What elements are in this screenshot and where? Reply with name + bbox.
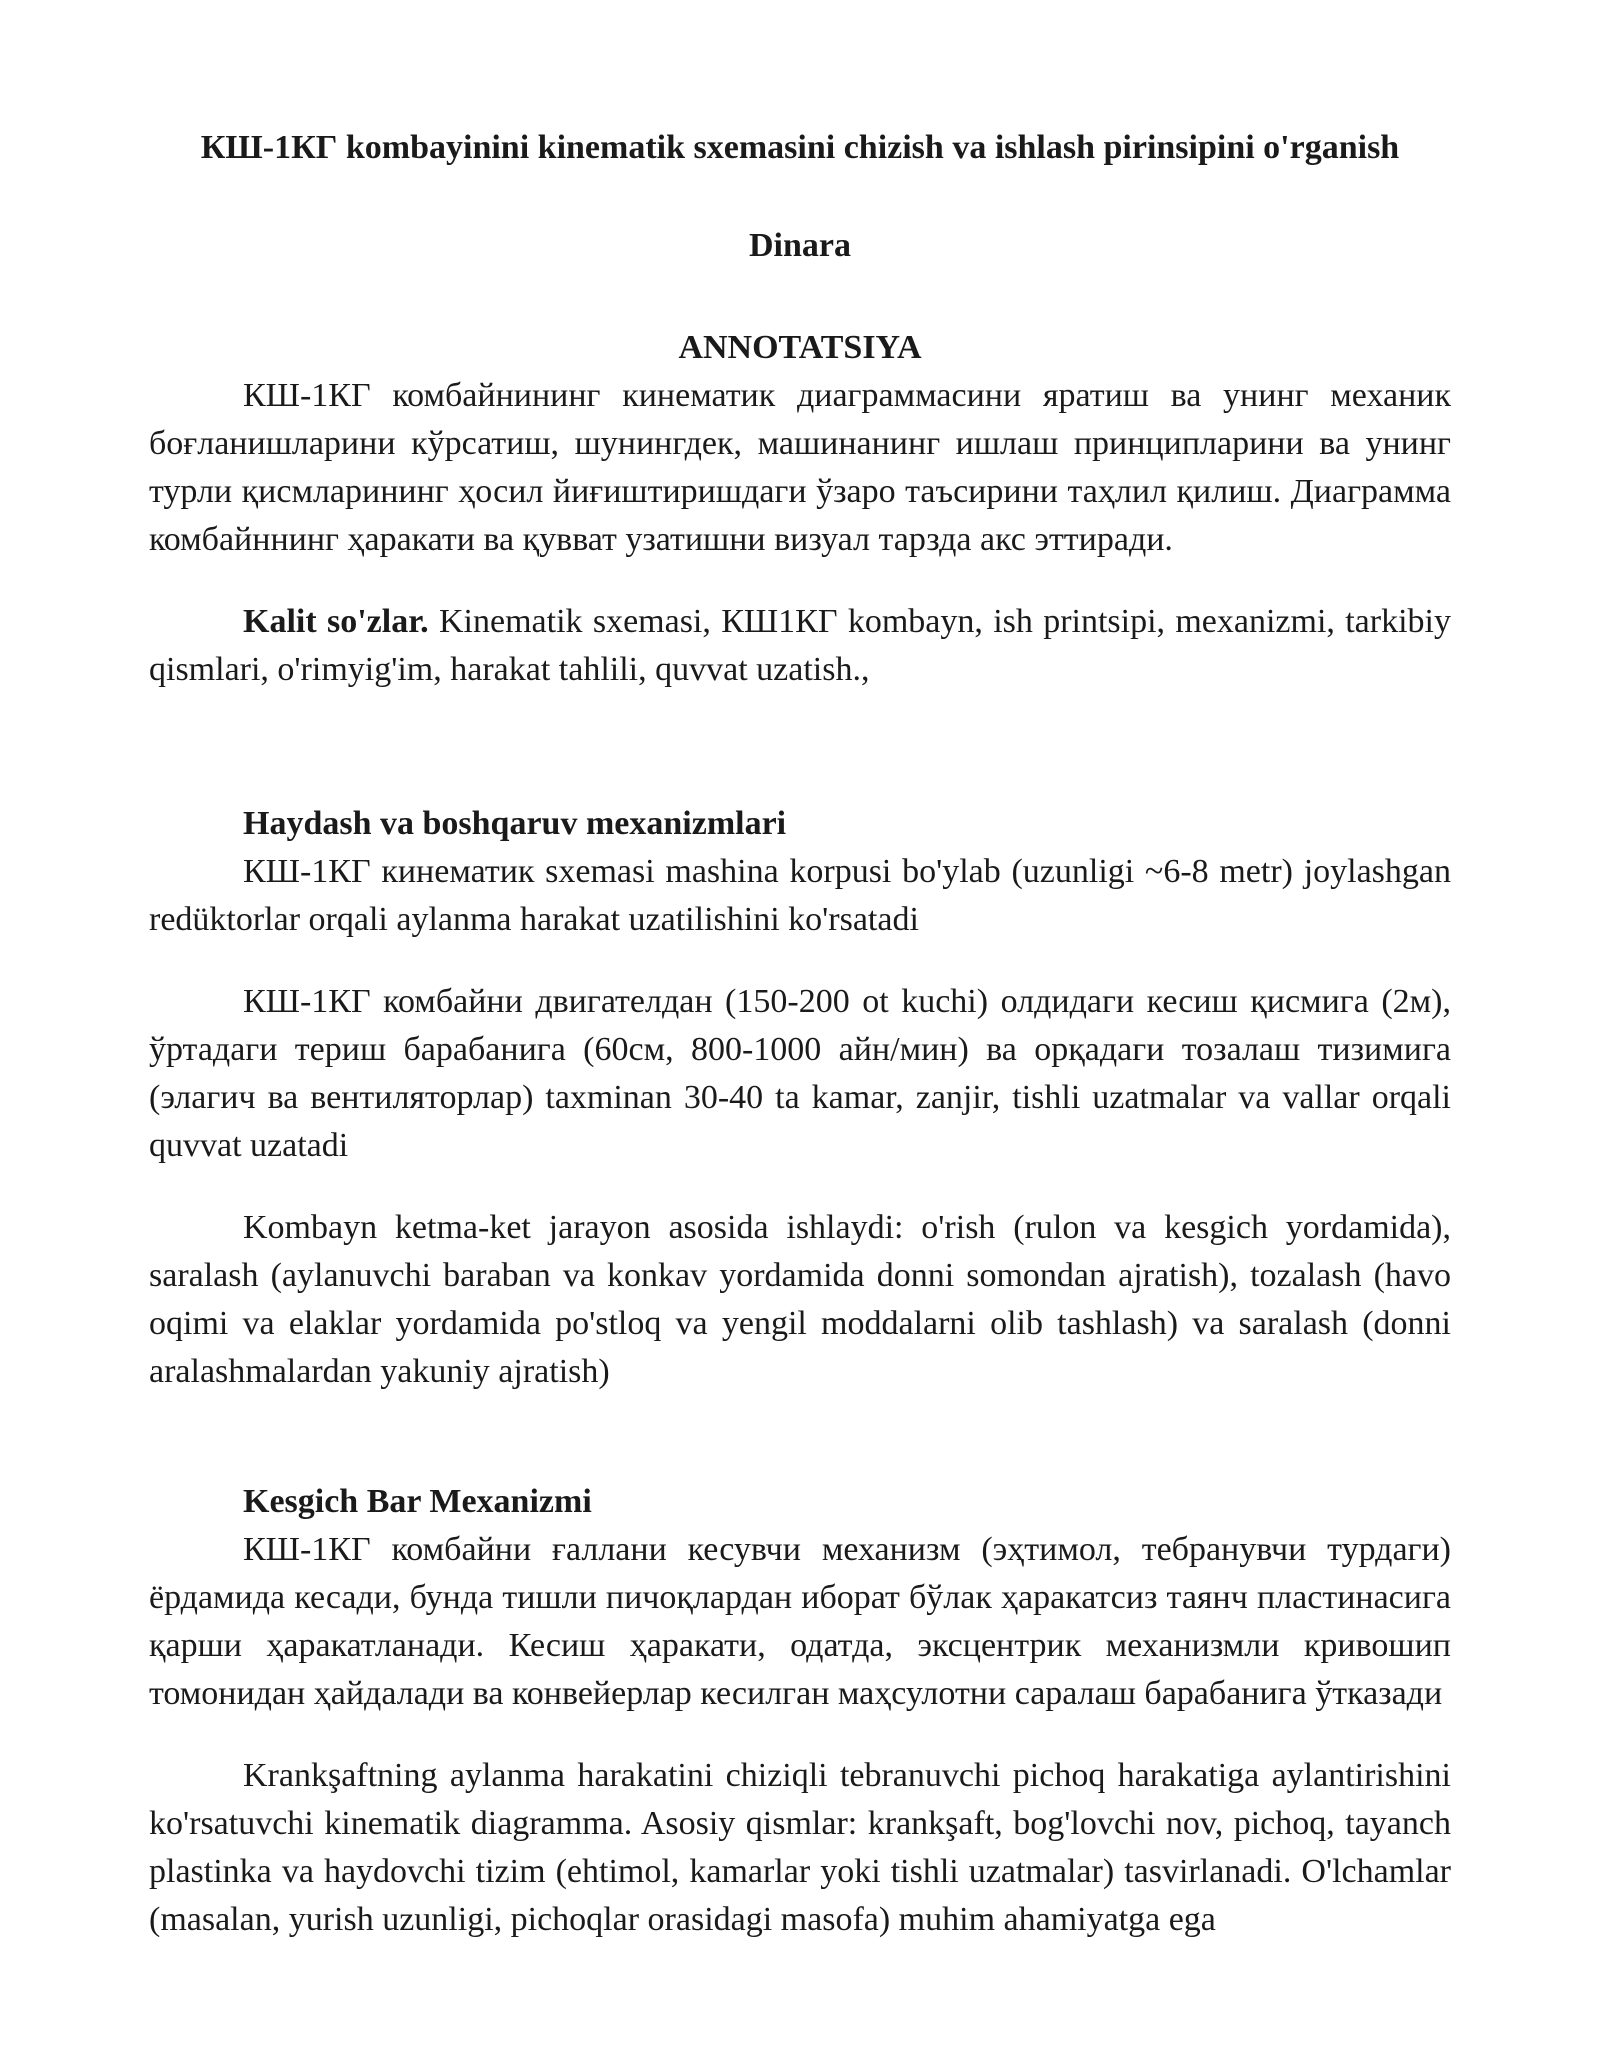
- section2-paragraph: Krankşaftning aylanma harakatini chiziqli tebranuvchi pichoq harakatiga aylantirishini ko'rsatuvchi kinematik diagramma. Asosiy qismlar: krankşaft, bog'lovchi nov, pichoq, tayanch plastinka va haydovchi tizim (ehtimol, kamarlar yoki tishli uzatmalar) tasvirlanadi. O'lchamlar (masalan, yurish uzunligi, pichoqlar orasidagi masofa) muhim ahamiyatga ega: [149, 1757, 1451, 1938]
- section1-paragraph: КШ-1КГ кинематик sxemasi mashina korpusi bo'ylab (uzunligi ~6-8 metr) joylashgan redüktorlar orqali aylanma harakat uzatilishini ko'rsatadi: [149, 853, 1451, 938]
- keywords-label: Kalit so'zlar.: [243, 603, 429, 640]
- section2-paragraph: КШ-1КГ комбайни ғаллани кесувчи механизм (эҳтимол, тебранувчи турдаги) ёрдамида кесади, бунда тишли пичоқлардан иборат бўлак ҳаракатсиз таянч пластинасига қарши ҳаракатланади. Кесиш ҳаракати, одатда, эксцентрик механизмли кривошип томонидан ҳайдалади ва конвейерлар кесилган маҳсулотни саралаш барабанига ўтказади: [149, 1531, 1451, 1712]
- section-heading-cutter-bar: Kesgich Bar Mexanizmi: [243, 1483, 592, 1520]
- document-page: [149, 124, 1451, 1944]
- section1-paragraph: КШ-1КГ комбайни двигателдан (150-200 ot kuchi) олдидаги кесиш қисмига (2м), ўртадаги териш барабанига (60см, 800-1000 айн/мин) ва орқадаги тозалаш тизимига (элагич ва вентиляторлар) taxminan 30-40 ta kamar, zanjir, tishli uzatmalar va vallar orqali quvvat uzatadi: [149, 983, 1451, 1164]
- document-title: КШ-1КГ kombayinini kinematik sxemasini chizish va ishlash pirinsipini o'rganish: [200, 129, 1400, 166]
- author-name: Dinara: [749, 227, 851, 264]
- keywords-paragraph: [149, 598, 1451, 694]
- section-heading-drive-mechanisms: Haydash va boshqaruv mexanizmlari: [243, 805, 787, 842]
- section1-paragraph: Kombayn ketma-ket jarayon asosida ishlaydi: o'rish (rulon va kesgich yordamida), saralash (aylanuvchi baraban va konkav yordamida donni somondan ajratish), tozalash (havo oqimi va elaklar yordamida po'stloq va yengil moddalarni olib tashlash) va saralash (donni aralashmalardan yakuniy ajratish): [149, 1209, 1451, 1390]
- annotation-heading: ANNOTATSIYA: [678, 329, 922, 366]
- keywords-text: Kinematik sxemasi, КШ1КГ kombayn, ish printsipi, mexanizmi, tarkibiy qismlari, o'rimyig'im, harakat tahlili, quvvat uzatish.,: [149, 603, 1451, 688]
- annotation-text: КШ-1КГ комбайнининг кинематик диаграммасини яратиш ва унинг механик боғланишларини кўрсатиш, шунингдек, машинанинг ишлаш принципларини ва унинг турли қисмларининг ҳосил йиғиштиришдаги ўзаро таъсирини таҳлил қилиш. Диаграмма комбайннинг ҳаракати ва қувват узатишни визуал тарзда акс эттиради.: [149, 377, 1451, 558]
